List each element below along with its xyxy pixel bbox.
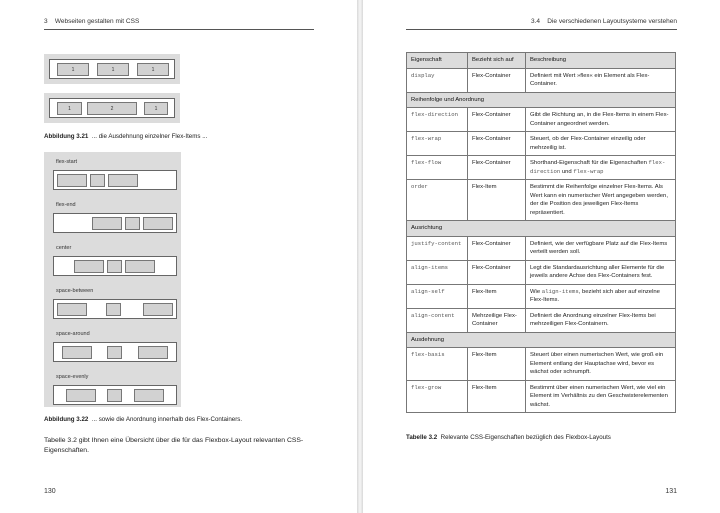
flex-item — [143, 303, 173, 316]
inline-code: align-items — [541, 287, 579, 295]
property-name: flex-wrap — [411, 135, 442, 142]
flex-item — [143, 217, 173, 230]
description-cell — [526, 284, 676, 308]
flex-item — [90, 174, 105, 187]
table-row — [407, 380, 676, 413]
property-name: flex-grow — [411, 383, 442, 391]
table-row — [407, 156, 676, 180]
inline-code: flex-direction — [530, 159, 666, 175]
header-rule — [406, 29, 677, 30]
flex-item — [107, 260, 122, 273]
property-name: align-content — [411, 311, 455, 319]
applies-to-cell: Flex-Item — [468, 348, 526, 381]
space-between-container — [53, 299, 177, 319]
description-cell: Legt die Standardausrichtung aller Elemente für die jeweils andere Achse des Flex-Containers fest. — [526, 260, 676, 284]
property-cell — [407, 108, 468, 132]
applies-to-cell: Flex-Item — [468, 380, 526, 413]
table-row — [407, 108, 676, 132]
column-header: Beschreibung — [526, 53, 676, 69]
property-name: flex-flow — [411, 159, 442, 166]
property-cell — [407, 308, 468, 332]
table-section-row — [407, 221, 676, 237]
applies-to-cell: Flex-Container — [468, 68, 526, 92]
description-text: und — [560, 168, 574, 175]
description-cell: Definiert die Anordnung einzelner Flex-Items bei mehrzeiligen Flex-Containern. — [526, 308, 676, 332]
section-heading: Ausrichtung — [407, 221, 676, 237]
chapter-title: Webseiten gestalten mit CSS — [54, 18, 140, 25]
flex-item — [74, 260, 104, 273]
flex-item — [92, 217, 122, 230]
flex-item: 2 — [87, 102, 137, 115]
property-cell — [407, 260, 468, 284]
description-text: , bezieht sich aber auf einzelne Flex-Items. — [530, 288, 660, 303]
running-head-left — [44, 18, 139, 25]
flex-row-grow — [44, 93, 180, 123]
applies-to-cell: Flex-Container — [468, 132, 526, 156]
applies-to-cell: Flex-Item — [468, 284, 526, 308]
description-cell: Steuert über einen numerischen Wert, wie groß ein Element entlang der Hauptachse wird, bevor es wächst oder schrumpft. — [526, 348, 676, 381]
table-row — [407, 308, 676, 332]
page-number-right: 131 — [665, 488, 677, 495]
flex-item — [57, 174, 87, 187]
description-cell: Steuert, ob der Flex-Container einzeilig oder mehrzeilig ist. — [526, 132, 676, 156]
justify-content-figure — [44, 152, 181, 407]
figure-caption-3-22 — [44, 416, 242, 423]
applies-to-cell: Flex-Item — [468, 180, 526, 221]
description-cell: Definiert mit Wert »flex« ein Element als Flex-Container. — [526, 68, 676, 92]
flex-item — [125, 260, 155, 273]
body-paragraph: Tabelle 3.2 gibt Ihnen eine Übersicht über die für das Flexbox-Layout relevanten CSS-Eigenschaften. — [44, 437, 304, 454]
table-caption — [406, 434, 611, 441]
table-header-row — [407, 53, 676, 69]
flex-row-equal — [44, 54, 180, 84]
flexbox-properties-table — [406, 52, 676, 413]
section-title: Die verschiedenen Layoutsysteme verstehen — [547, 18, 677, 25]
description-cell: Gibt die Richtung an, in die Flex-Items in einem Flex-Container angeordnet werden. — [526, 108, 676, 132]
page-number-left: 130 — [44, 488, 56, 495]
description-text: Wie — [530, 288, 542, 295]
description-cell: Bestimmt die Reihenfolge einzelner Flex-Items. Als Wert kann ein numerischer Wert angegeben werden, der die Position des jeweiligen Flex-Items repräsentiert. — [526, 180, 676, 221]
label-center: center — [56, 245, 72, 251]
property-cell — [407, 236, 468, 260]
flex-item — [138, 346, 168, 359]
column-header: Bezieht sich auf — [468, 53, 526, 69]
applies-to-cell: Mehrzeilige Flex-Container — [468, 308, 526, 332]
chapter-number: 3 — [44, 18, 48, 25]
table-body — [407, 68, 676, 413]
left-page — [0, 0, 357, 513]
caption-text: Relevante CSS-Eigenschaften bezüglich des Flexbox-Layouts — [440, 434, 611, 441]
property-name: align-items — [411, 263, 448, 271]
section-heading: Reihenfolge und Anordnung — [407, 92, 676, 108]
flex-item — [107, 389, 122, 402]
flex-end-container — [53, 213, 177, 233]
description-cell — [526, 156, 676, 180]
flex-item — [66, 389, 96, 402]
label-space-around: space-around — [56, 331, 90, 337]
label-space-between: space-between — [56, 288, 94, 294]
applies-to-cell: Flex-Container — [468, 156, 526, 180]
table-row — [407, 348, 676, 381]
property-name: order — [411, 183, 428, 190]
property-cell — [407, 68, 468, 92]
flex-item — [125, 217, 140, 230]
flex-item — [57, 303, 87, 316]
table-row — [407, 236, 676, 260]
flex-item: 1 — [137, 63, 169, 76]
label-flex-start: flex-start — [56, 159, 78, 165]
property-name: flex-direction — [411, 111, 458, 118]
caption-label: Abbildung 3.22 — [44, 416, 89, 423]
center-container — [53, 256, 177, 276]
table-row — [407, 180, 676, 221]
table-row — [407, 132, 676, 156]
flex-item: 1 — [57, 63, 89, 76]
description-cell: Bestimmt über einen numerischen Wert, wie viel ein Element im Verhältnis zu den Geschwisterelementen wächst. — [526, 380, 676, 413]
description-text: Shorthand-Eigenschaft für die Eigenschaften — [530, 160, 649, 166]
header-rule — [44, 29, 314, 30]
space-around-container — [53, 342, 177, 362]
column-header: Eigenschaft — [407, 53, 468, 69]
running-head-right — [531, 18, 677, 25]
property-cell — [407, 348, 468, 381]
flex-item — [108, 174, 138, 187]
property-name: display — [411, 71, 435, 79]
flex-item — [106, 303, 121, 316]
table-row — [407, 68, 676, 92]
figure-caption-3-21 — [44, 133, 207, 140]
label-space-evenly: space-evenly — [56, 374, 89, 380]
label-flex-end: flex-end — [56, 202, 76, 208]
table-section-row — [407, 332, 676, 348]
right-page — [363, 0, 720, 513]
section-heading: Ausdehnung — [407, 332, 676, 348]
caption-label: Abbildung 3.21 — [44, 133, 89, 140]
property-cell — [407, 284, 468, 308]
space-evenly-container — [53, 385, 177, 405]
flex-start-container — [53, 170, 177, 190]
flex-item — [134, 389, 164, 402]
flex-item: 1 — [144, 102, 168, 115]
inline-code: flex-wrap — [573, 167, 604, 175]
section-number: 3.4 — [531, 18, 541, 25]
property-cell — [407, 380, 468, 413]
caption-text: ... die Ausdehnung einzelner Flex-Items ... — [91, 133, 208, 140]
applies-to-cell: Flex-Container — [468, 236, 526, 260]
property-cell — [407, 156, 468, 180]
flex-item: 1 — [57, 102, 82, 115]
table-row — [407, 260, 676, 284]
description-cell: Definiert, wie der verfügbare Platz auf die Flex-Items verteilt werden soll. — [526, 236, 676, 260]
property-name: flex-basis — [411, 351, 445, 358]
flex-item — [62, 346, 92, 359]
property-cell — [407, 180, 468, 221]
applies-to-cell: Flex-Container — [468, 108, 526, 132]
table-row — [407, 284, 676, 308]
property-name: justify-content — [411, 239, 462, 247]
flex-item — [107, 346, 122, 359]
applies-to-cell: Flex-Container — [468, 260, 526, 284]
flex-item: 1 — [97, 63, 129, 76]
table-section-row — [407, 92, 676, 108]
caption-label: Tabelle 3.2 — [406, 434, 438, 441]
property-cell — [407, 132, 468, 156]
caption-text: ... sowie die Anordnung innerhalb des Flex-Containers. — [91, 416, 243, 423]
property-name: align-self — [411, 287, 445, 295]
